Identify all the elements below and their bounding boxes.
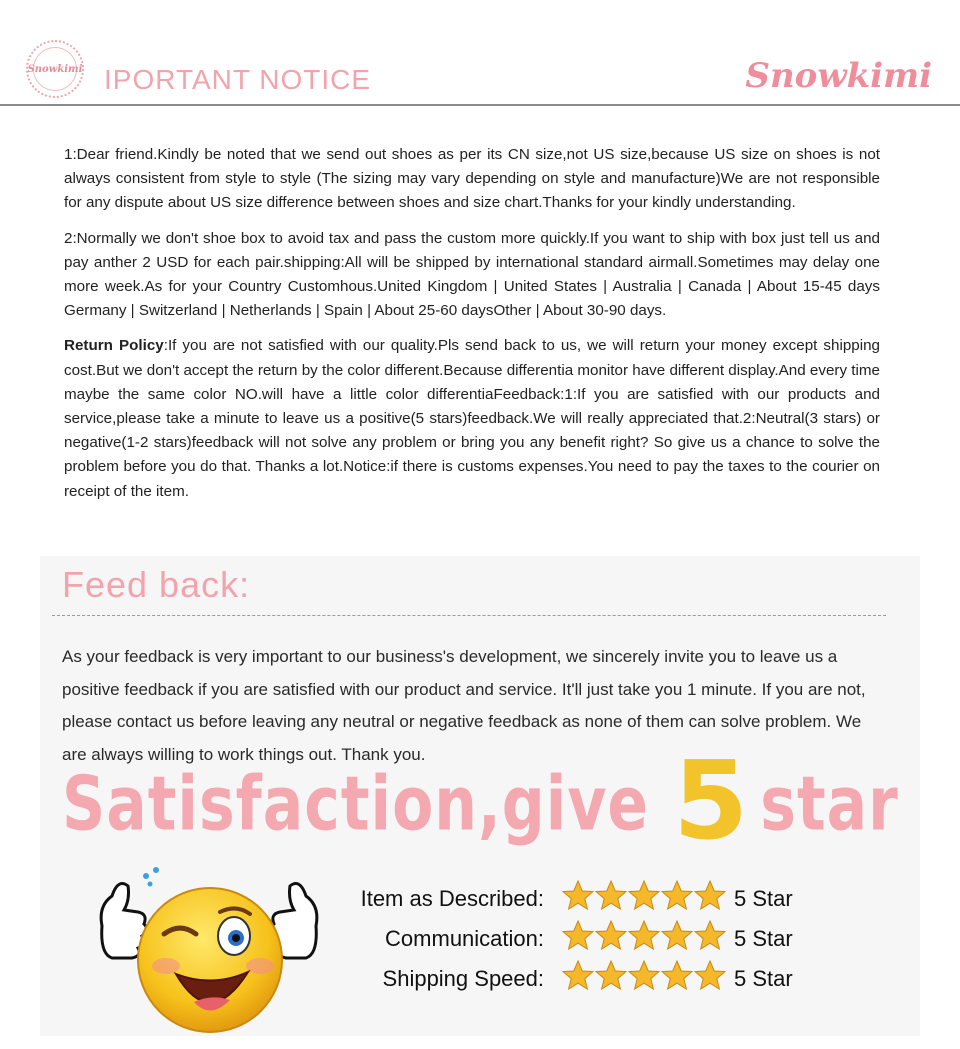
- rating-row-item-as-described: [350, 880, 870, 920]
- rating-row-communication: [350, 920, 870, 960]
- notice-title: IPORTANT NOTICE: [104, 64, 372, 95]
- slogan-number: 5: [673, 739, 749, 864]
- star-icon: [628, 960, 660, 992]
- rating-label: Item as Described:: [360, 886, 544, 911]
- star-group: [562, 880, 727, 912]
- slogan-part2: star: [760, 760, 899, 849]
- slogan-part1: Satisfaction,give: [62, 760, 650, 849]
- star-icon: [661, 920, 693, 952]
- star-icon: [595, 920, 627, 952]
- rating-value: 5 Star: [734, 886, 793, 911]
- notice-body: [64, 143, 880, 515]
- brand-seal-logo: [26, 40, 84, 98]
- feedback-text: As your feedback is very important to our business's development, we sincerely invite you to leave us a positive feedback if you are satisfied with our product and service. It'll just take you 1 minute. If you are not, please contact us before leaving any neutral or negative feedback as none of them can solve problem. We are always willing to work things out. Thank you.: [62, 647, 866, 764]
- star-icon: [661, 880, 693, 912]
- winking-smiley-thumbs-up-icon: [84, 856, 334, 1036]
- rating-value: 5 Star: [734, 966, 793, 991]
- feedback-divider: [52, 615, 886, 616]
- slogan-banner: [62, 739, 899, 864]
- rating-label: Shipping Speed:: [382, 966, 544, 991]
- rating-value: 5 Star: [734, 926, 793, 951]
- star-group: [562, 960, 727, 992]
- return-policy-label: Return Policy: [64, 337, 164, 355]
- notice-paragraph-shipping: 2:Normally we don't shoe box to avoid tax and pass the custom more quickly.If you want to ship with box just tell us and pay anther 2 USD for each pair.shipping:All will be shipped by international standard airmall.Sometimes may delay one more week.As for your Country Customhous.United Kingdom | United States | Australia | Canada | About 15-45 days Germany | Switzerland | Netherlands | Spain | About 25-60 daysOther | About 30-90 days.: [64, 229, 880, 320]
- star-icon: [562, 920, 594, 952]
- star-icon: [562, 960, 594, 992]
- star-icon: [628, 880, 660, 912]
- seal-logo-text: Snowkimi: [33, 47, 77, 91]
- notice-paragraph-return-policy: [64, 334, 880, 503]
- star-icon: [661, 960, 693, 992]
- star-icon: [595, 960, 627, 992]
- header: [0, 0, 960, 106]
- rating-label: Communication:: [385, 926, 544, 951]
- star-icon: [628, 920, 660, 952]
- brand-logo: Snowkimi: [745, 56, 932, 96]
- return-policy-text: :If you are not satisfied with our quality.Pls send back to us, we will return your money except shipping cost.But we don't accept the return by the color different.Because differentia monitor have different display.And every time maybe the same color NO.will have a little color differentiaFeedback:1:If you are satisfied with our products and service,please take a minute to leave us a positive(5 stars)feedback.We will really appreciated that.2:Neutral(3 stars) or negative(1-2 stars)feedback will not solve any problem or bring you any benefit right? So give us a chance to solve the problem before you do that. Thanks a lot.Notice:if there is customs expenses.You need to pay the taxes to the courier on receipt of the item.: [64, 337, 880, 500]
- star-icon: [562, 880, 594, 912]
- rating-row-shipping-speed: [350, 960, 870, 1000]
- star-group: [562, 920, 727, 952]
- star-icon: [694, 920, 726, 952]
- rating-table: [350, 880, 870, 1000]
- feedback-title: Feed back:: [62, 564, 251, 605]
- notice-paragraph-size: 1:Dear friend.Kindly be noted that we send out shoes as per its CN size,not US size,because US size on shoes is not always consistent from style to style (The sizing may vary depending on style and manufacture)We are not responsible for any dispute about US size difference between shoes and size chart.Thanks for your kindly understanding.: [64, 146, 880, 212]
- star-icon: [595, 880, 627, 912]
- star-icon: [694, 960, 726, 992]
- star-icon: [694, 880, 726, 912]
